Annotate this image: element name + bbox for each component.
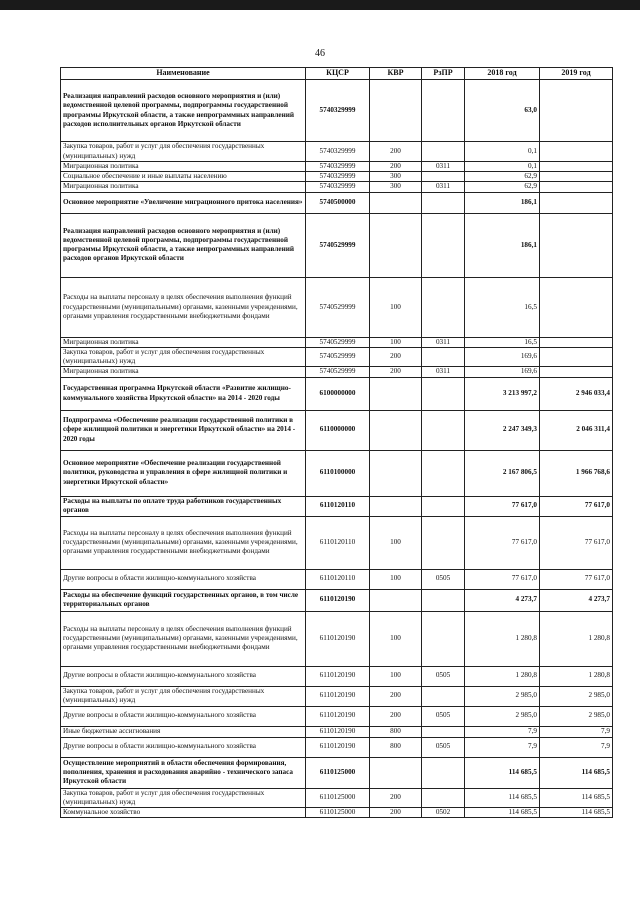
table-row <box>61 589 613 611</box>
cell-kvr <box>370 757 422 788</box>
cell-name: Закупка товаров, работ и услуг для обеспечения государственных (муниципальных) нужд <box>61 347 306 366</box>
cell-kvr: 800 <box>370 726 422 737</box>
cell-name: Закупка товаров, работ и услуг для обеспечения государственных (муниципальных) нужд <box>61 686 306 706</box>
cell-kvr <box>370 377 422 410</box>
cell-2019: 1 966 768,6 <box>540 450 613 496</box>
cell-2019 <box>540 192 613 213</box>
cell-rzpr: 0505 <box>422 706 465 726</box>
cell-kvr: 100 <box>370 337 422 347</box>
table-row <box>61 569 613 589</box>
cell-2019: 4 273,7 <box>540 589 613 611</box>
table-row <box>61 666 613 686</box>
cell-2018: 4 273,7 <box>465 589 540 611</box>
table-row <box>61 788 613 807</box>
budget-table <box>60 67 613 818</box>
cell-rzpr <box>422 377 465 410</box>
cell-rzpr <box>422 213 465 277</box>
cell-name: Расходы на выплаты персоналу в целях обеспечения выполнения функций государственными (муниципальными) органами, казенными учреждениями, органами управления государственными внебюджетными фондами <box>61 611 306 666</box>
header-rzpr: РзПР <box>422 68 465 80</box>
table-row <box>61 450 613 496</box>
cell-rzpr <box>422 496 465 516</box>
table-row <box>61 182 613 192</box>
cell-2018: 77 617,0 <box>465 496 540 516</box>
cell-2018: 7,9 <box>465 726 540 737</box>
table-row <box>61 706 613 726</box>
cell-2018: 16,5 <box>465 337 540 347</box>
table-header-row <box>61 68 613 80</box>
cell-name: Расходы на выплаты по оплате труда работников государственных органов <box>61 496 306 516</box>
table-row <box>61 337 613 347</box>
cell-kvr <box>370 496 422 516</box>
cell-code: 6110125000 <box>306 807 370 817</box>
cell-2019: 2 946 033,4 <box>540 377 613 410</box>
cell-name: Иные бюджетные ассигнования <box>61 726 306 737</box>
cell-2019 <box>540 172 613 182</box>
cell-2018: 169,6 <box>465 367 540 377</box>
cell-rzpr <box>422 80 465 142</box>
cell-name: Другие вопросы в области жилищно-коммунального хозяйства <box>61 737 306 757</box>
header-name: Наименование <box>61 68 306 80</box>
cell-code: 5740329999 <box>306 80 370 142</box>
cell-2019 <box>540 80 613 142</box>
table-row <box>61 496 613 516</box>
cell-rzpr <box>422 277 465 337</box>
cell-kvr: 100 <box>370 666 422 686</box>
cell-2019: 2 985,0 <box>540 686 613 706</box>
cell-rzpr: 0311 <box>422 162 465 172</box>
cell-name: Миграционная политика <box>61 182 306 192</box>
table-row <box>61 726 613 737</box>
cell-2018: 1 280,8 <box>465 666 540 686</box>
cell-name: Основное мероприятие «Увеличение миграционного притока населения» <box>61 192 306 213</box>
cell-2019: 1 280,8 <box>540 611 613 666</box>
table-row <box>61 162 613 172</box>
cell-rzpr: 0505 <box>422 737 465 757</box>
cell-rzpr <box>422 611 465 666</box>
cell-2019: 1 280,8 <box>540 666 613 686</box>
cell-2018: 114 685,5 <box>465 788 540 807</box>
cell-2018: 62,9 <box>465 182 540 192</box>
cell-kvr <box>370 192 422 213</box>
cell-2018: 1 280,8 <box>465 611 540 666</box>
cell-name: Реализация направлений расходов основного мероприятия и (или) ведомственной целевой программы, подпрограммы государственной программы Иркутской области, а также непрограммных направлений расходов исполнительных органов Иркутской области <box>61 80 306 142</box>
cell-kvr: 100 <box>370 569 422 589</box>
cell-2018: 0,1 <box>465 142 540 162</box>
cell-rzpr <box>422 516 465 569</box>
cell-name: Основное мероприятие «Обеспечение реализации государственной политики, руководства и управления в сфере жилищной политики и энергетики Иркутской области» <box>61 450 306 496</box>
cell-code: 5740529999 <box>306 277 370 337</box>
cell-code: 5740329999 <box>306 162 370 172</box>
cell-2019 <box>540 367 613 377</box>
cell-2018: 7,9 <box>465 737 540 757</box>
cell-kvr: 200 <box>370 788 422 807</box>
cell-kvr <box>370 450 422 496</box>
cell-2019 <box>540 213 613 277</box>
cell-name: Подпрограмма «Обеспечение реализации государственной политики в сфере жилищной политики и энергетики Иркутской области» на 2014 - 2020 годы <box>61 410 306 450</box>
table-row <box>61 213 613 277</box>
cell-code: 6110120190 <box>306 686 370 706</box>
cell-code: 6110100000 <box>306 450 370 496</box>
cell-kvr: 300 <box>370 182 422 192</box>
cell-2019: 2 046 311,4 <box>540 410 613 450</box>
cell-rzpr <box>422 726 465 737</box>
cell-2019 <box>540 162 613 172</box>
cell-2018: 62,9 <box>465 172 540 182</box>
cell-code: 6100000000 <box>306 377 370 410</box>
cell-2018: 77 617,0 <box>465 516 540 569</box>
cell-code: 6110125000 <box>306 757 370 788</box>
cell-2019: 77 617,0 <box>540 516 613 569</box>
cell-kvr: 200 <box>370 367 422 377</box>
cell-rzpr: 0502 <box>422 807 465 817</box>
cell-name: Миграционная политика <box>61 367 306 377</box>
scan-top-border <box>0 0 640 10</box>
cell-code: 5740529999 <box>306 337 370 347</box>
cell-rzpr <box>422 410 465 450</box>
table-row <box>61 172 613 182</box>
cell-name: Расходы на обеспечение функций государственных органов, в том числе территориальных органов <box>61 589 306 611</box>
cell-rzpr: 0505 <box>422 666 465 686</box>
cell-rzpr: 0311 <box>422 367 465 377</box>
header-kvr: КВР <box>370 68 422 80</box>
table-row <box>61 192 613 213</box>
header-2018: 2018 год <box>465 68 540 80</box>
cell-2019: 114 685,5 <box>540 807 613 817</box>
cell-kvr <box>370 410 422 450</box>
cell-kvr: 200 <box>370 706 422 726</box>
cell-name: Реализация направлений расходов основного мероприятия и (или) ведомственной целевой программы, подпрограммы государственной программы Иркутской области, а также непрограммных направлений расходов органов Иркутской области <box>61 213 306 277</box>
cell-2019: 2 985,0 <box>540 706 613 726</box>
cell-code: 6110000000 <box>306 410 370 450</box>
cell-2019: 77 617,0 <box>540 569 613 589</box>
table-row <box>61 347 613 366</box>
table-row <box>61 737 613 757</box>
cell-code: 6110125000 <box>306 788 370 807</box>
cell-code: 6110120190 <box>306 666 370 686</box>
cell-name: Осуществление мероприятий в области обеспечения формирования, пополнения, хранения и расходования аварийно - технического запаса Иркутской области <box>61 757 306 788</box>
cell-kvr <box>370 80 422 142</box>
cell-2018: 114 685,5 <box>465 757 540 788</box>
cell-code: 5740329999 <box>306 182 370 192</box>
cell-code: 5740329999 <box>306 172 370 182</box>
cell-code: 5740529999 <box>306 347 370 366</box>
cell-2019 <box>540 337 613 347</box>
table-row <box>61 516 613 569</box>
table-row <box>61 611 613 666</box>
cell-name: Другие вопросы в области жилищно-коммунального хозяйства <box>61 569 306 589</box>
cell-kvr <box>370 213 422 277</box>
cell-code: 6110120190 <box>306 706 370 726</box>
cell-2018: 0,1 <box>465 162 540 172</box>
cell-2019 <box>540 277 613 337</box>
cell-kvr: 800 <box>370 737 422 757</box>
cell-2019: 114 685,5 <box>540 788 613 807</box>
cell-2018: 77 617,0 <box>465 569 540 589</box>
header-code: КЦСР <box>306 68 370 80</box>
cell-2018: 63,0 <box>465 80 540 142</box>
cell-kvr: 200 <box>370 807 422 817</box>
cell-2018: 169,6 <box>465 347 540 366</box>
header-2019: 2019 год <box>540 68 613 80</box>
cell-rzpr: 0311 <box>422 182 465 192</box>
cell-code: 5740529999 <box>306 213 370 277</box>
cell-kvr: 200 <box>370 162 422 172</box>
cell-2018: 114 685,5 <box>465 807 540 817</box>
cell-2018: 2 167 806,5 <box>465 450 540 496</box>
table-row <box>61 277 613 337</box>
cell-code: 6110120190 <box>306 737 370 757</box>
cell-name: Коммунальное хозяйство <box>61 807 306 817</box>
cell-kvr: 100 <box>370 277 422 337</box>
cell-rzpr: 0311 <box>422 337 465 347</box>
cell-name: Миграционная политика <box>61 337 306 347</box>
table-row <box>61 410 613 450</box>
cell-2018: 186,1 <box>465 192 540 213</box>
cell-2019: 7,9 <box>540 726 613 737</box>
cell-2018: 2 985,0 <box>465 706 540 726</box>
cell-kvr: 100 <box>370 516 422 569</box>
cell-name: Расходы на выплаты персоналу в целях обеспечения выполнения функций государственными (муниципальными) органами, казенными учреждениями, органами управления государственными внебюджетными фондами <box>61 277 306 337</box>
cell-2018: 2 247 349,3 <box>465 410 540 450</box>
cell-kvr: 200 <box>370 347 422 366</box>
cell-code: 6110120110 <box>306 569 370 589</box>
cell-2019 <box>540 182 613 192</box>
cell-2018: 16,5 <box>465 277 540 337</box>
cell-rzpr <box>422 142 465 162</box>
cell-name: Закупка товаров, работ и услуг для обеспечения государственных (муниципальных) нужд <box>61 142 306 162</box>
cell-2018: 2 985,0 <box>465 686 540 706</box>
table-row <box>61 686 613 706</box>
cell-rzpr <box>422 192 465 213</box>
cell-kvr: 200 <box>370 686 422 706</box>
cell-rzpr <box>422 172 465 182</box>
cell-2019: 77 617,0 <box>540 496 613 516</box>
cell-kvr <box>370 589 422 611</box>
cell-kvr: 200 <box>370 142 422 162</box>
table-row <box>61 377 613 410</box>
cell-rzpr <box>422 347 465 366</box>
cell-name: Государственная программа Иркутской области «Развитие жилищно-коммунального хозяйства Иркутской области» на 2014 - 2020 годы <box>61 377 306 410</box>
table-row <box>61 142 613 162</box>
cell-code: 6110120190 <box>306 611 370 666</box>
table-row <box>61 807 613 817</box>
cell-2019: 7,9 <box>540 737 613 757</box>
cell-code: 5740529999 <box>306 367 370 377</box>
cell-code: 5740500000 <box>306 192 370 213</box>
table-row <box>61 367 613 377</box>
cell-code: 6110120190 <box>306 589 370 611</box>
cell-rzpr <box>422 788 465 807</box>
cell-name: Расходы на выплаты персоналу в целях обеспечения выполнения функций государственными (муниципальными) органами, казенными учреждениями, органами управления государственными внебюджетными фондами <box>61 516 306 569</box>
cell-rzpr <box>422 450 465 496</box>
cell-code: 6110120110 <box>306 496 370 516</box>
cell-name: Закупка товаров, работ и услуг для обеспечения государственных (муниципальных) нужд <box>61 788 306 807</box>
cell-name: Социальное обеспечение и иные выплаты населению <box>61 172 306 182</box>
cell-rzpr <box>422 757 465 788</box>
cell-2018: 186,1 <box>465 213 540 277</box>
cell-kvr: 100 <box>370 611 422 666</box>
cell-code: 6110120110 <box>306 516 370 569</box>
page-number: 46 <box>315 48 325 59</box>
table-row <box>61 757 613 788</box>
cell-2018: 3 213 997,2 <box>465 377 540 410</box>
cell-code: 5740329999 <box>306 142 370 162</box>
cell-code: 6110120190 <box>306 726 370 737</box>
cell-2019 <box>540 142 613 162</box>
cell-kvr: 300 <box>370 172 422 182</box>
cell-rzpr <box>422 589 465 611</box>
cell-name: Миграционная политика <box>61 162 306 172</box>
table-row <box>61 80 613 142</box>
cell-name: Другие вопросы в области жилищно-коммунального хозяйства <box>61 666 306 686</box>
cell-rzpr: 0505 <box>422 569 465 589</box>
cell-name: Другие вопросы в области жилищно-коммунального хозяйства <box>61 706 306 726</box>
cell-2019 <box>540 347 613 366</box>
cell-2019: 114 685,5 <box>540 757 613 788</box>
cell-rzpr <box>422 686 465 706</box>
